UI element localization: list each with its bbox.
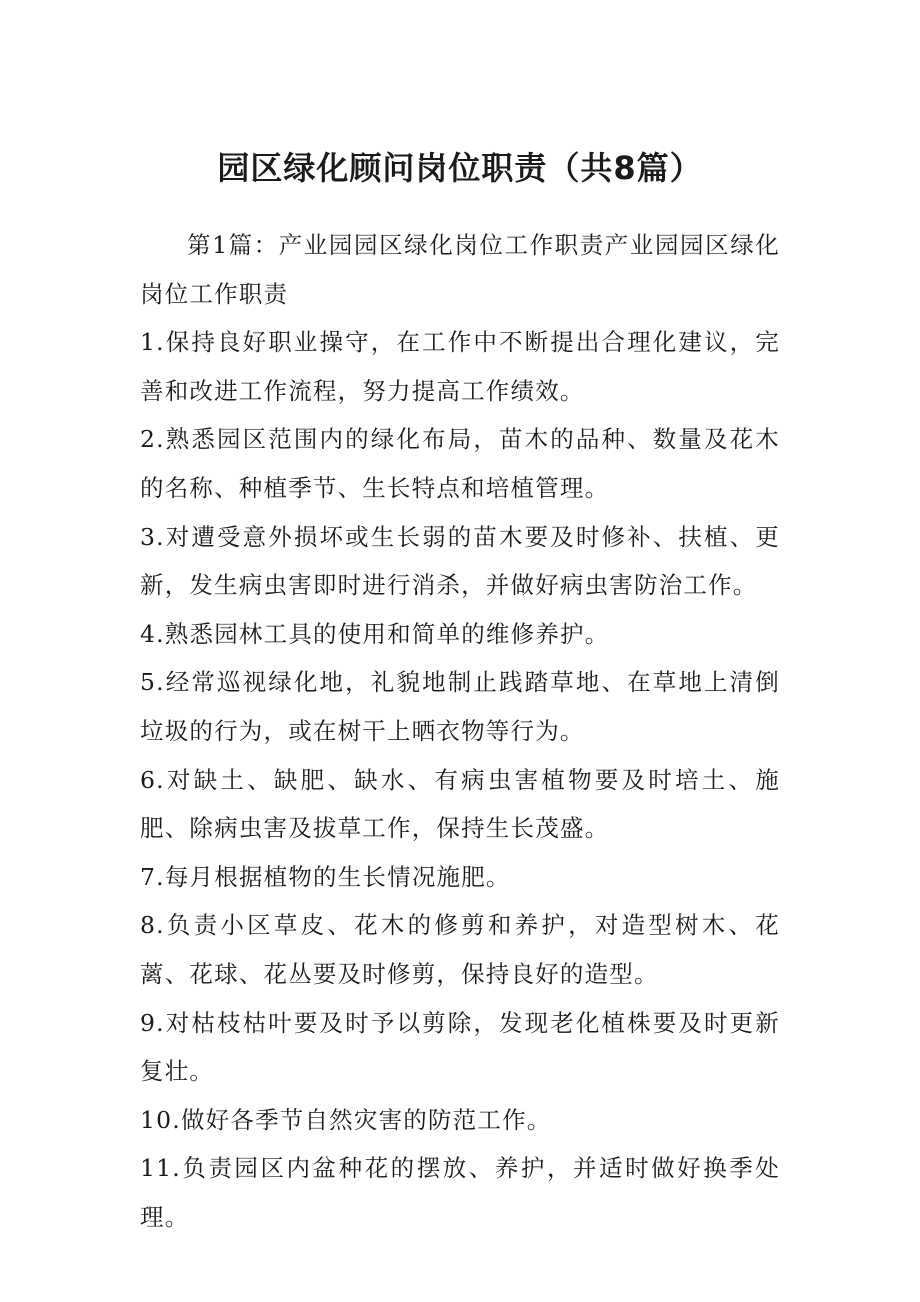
list-item: 8.负责小区草皮、花木的修剪和养护，对造型树木、花蓠、花球、花丛要及时修剪，保持良好的造型。 [140,911,780,988]
list-item: 7.每月根据植物的生长情况施肥。 [140,862,511,891]
list-item: 1.保持良好职业操守，在工作中不断提出合理化建议，完善和改进工作流程，努力提高工作绩效。 [140,328,780,405]
list-item: 10.做好各季节自然灾害的防范工作。 [140,1105,552,1134]
list-item: 2.熟悉园区范围内的绿化布局，苗木的品种、数量及花木的名称、种植季节、生长特点和培植管理。 [140,425,780,502]
list-item: 9.对枯枝枯叶要及时予以剪除，发现老化植株要及时更新复壮。 [140,1008,780,1086]
document-body [140,221,780,1241]
list-item: 3.对遭受意外损坏或生长弱的苗木要及时修补、扶植、更新，发生病虫害即时进行消杀，并做好病虫害防治工作。 [140,522,780,600]
document-title: 园区绿化顾问岗位职责（共8篇） [217,149,703,187]
list-item: 4.熟悉园林工具的使用和简单的维修养护。 [140,619,610,648]
intro-paragraph: 第1篇：产业园园区绿化岗位工作职责产业园园区绿化岗位工作职责 [140,231,780,308]
list-item: 11.负责园区内盆种花的摆放、养护，并适时做好换季处理。 [140,1154,780,1231]
list-item: 5.经常巡视绿化地，礼貌地制止践踏草地、在草地上清倒垃圾的行为，或在树干上晒衣物等行为。 [140,668,780,745]
list-item: 6.对缺土、缺肥、缺水、有病虫害植物要及时培土、施肥、除病虫害及拔草工作，保持生长茂盛。 [140,765,780,843]
